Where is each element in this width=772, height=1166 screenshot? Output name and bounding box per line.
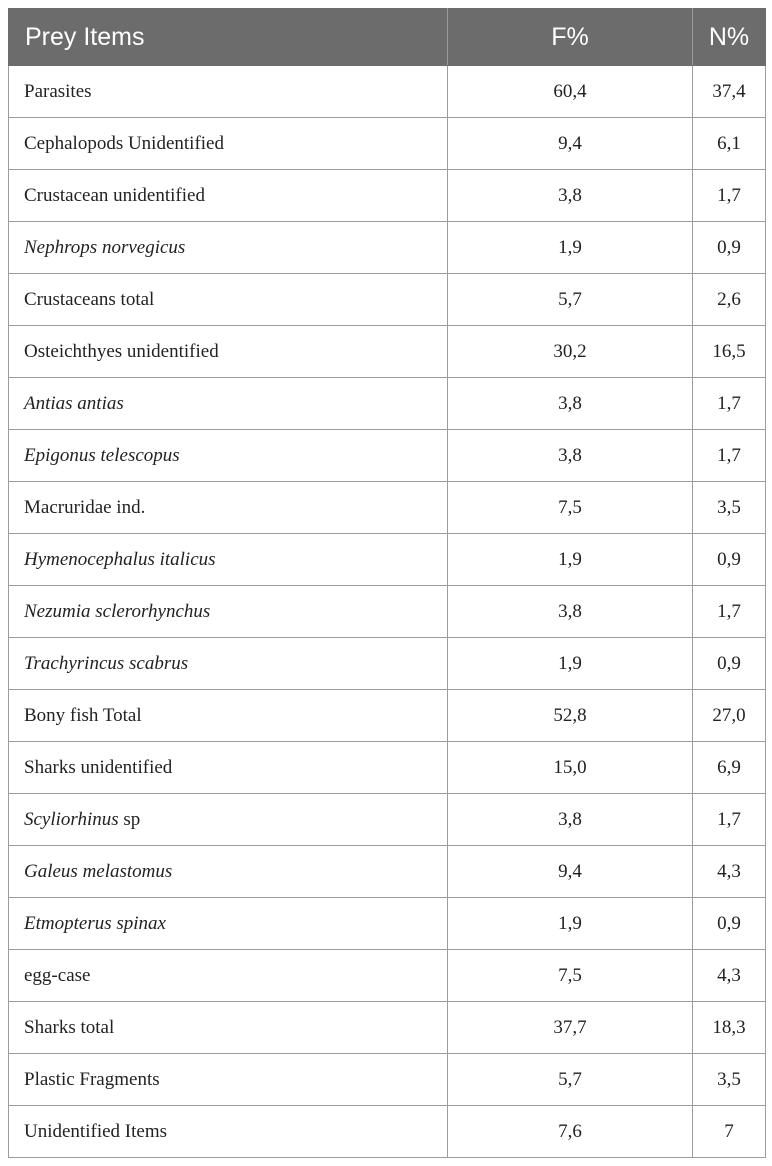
prey-item-name	[9, 430, 448, 482]
table-row	[9, 846, 766, 898]
table-row	[9, 1002, 766, 1054]
header-n-percent: N%	[693, 9, 766, 66]
prey-item-name	[9, 1002, 448, 1054]
prey-item-name-segment: Plastic Fragments	[24, 1068, 160, 1090]
table-row	[9, 794, 766, 846]
f-percent-value: 3,8	[448, 794, 693, 846]
n-percent-value: 18,3	[693, 1002, 766, 1054]
table-row	[9, 482, 766, 534]
table-row	[9, 430, 766, 482]
f-percent-value: 9,4	[448, 846, 693, 898]
prey-item-name-segment: Hymenocephalus italicus	[24, 548, 216, 570]
table-row	[9, 170, 766, 222]
prey-item-name	[9, 222, 448, 274]
f-percent-value: 5,7	[448, 274, 693, 326]
prey-item-name-segment: Crustacean unidentified	[24, 184, 205, 206]
n-percent-value: 1,7	[693, 378, 766, 430]
prey-item-name-segment: Etmopterus spinax	[24, 912, 166, 934]
n-percent-value: 3,5	[693, 1054, 766, 1106]
prey-items-table	[8, 8, 766, 1158]
table-row	[9, 66, 766, 118]
table-row	[9, 950, 766, 1002]
prey-item-name	[9, 482, 448, 534]
table-row	[9, 690, 766, 742]
prey-item-name	[9, 1054, 448, 1106]
prey-item-name-segment: Unidentified Items	[24, 1120, 167, 1142]
prey-item-name	[9, 326, 448, 378]
table-row	[9, 742, 766, 794]
n-percent-value: 1,7	[693, 586, 766, 638]
table-row	[9, 1054, 766, 1106]
table-row	[9, 638, 766, 690]
f-percent-value: 37,7	[448, 1002, 693, 1054]
prey-item-name	[9, 950, 448, 1002]
n-percent-value: 4,3	[693, 950, 766, 1002]
n-percent-value: 1,7	[693, 170, 766, 222]
f-percent-value: 7,5	[448, 950, 693, 1002]
f-percent-value: 5,7	[448, 1054, 693, 1106]
n-percent-value: 0,9	[693, 534, 766, 586]
table-body	[9, 66, 766, 1158]
f-percent-value: 1,9	[448, 534, 693, 586]
table-row	[9, 274, 766, 326]
prey-item-name-segment: Antias antias	[24, 392, 124, 414]
prey-item-name-segment: egg-case	[24, 964, 91, 986]
n-percent-value: 27,0	[693, 690, 766, 742]
f-percent-value: 1,9	[448, 638, 693, 690]
prey-item-name-segment: Osteichthyes unidentified	[24, 340, 219, 362]
prey-item-name	[9, 378, 448, 430]
n-percent-value: 1,7	[693, 794, 766, 846]
f-percent-value: 52,8	[448, 690, 693, 742]
n-percent-value: 0,9	[693, 222, 766, 274]
prey-item-name-segment: Sharks unidentified	[24, 756, 173, 778]
prey-item-name-segment: Parasites	[24, 80, 92, 102]
header-f-percent: F%	[448, 9, 693, 66]
prey-item-name	[9, 898, 448, 950]
prey-item-name	[9, 1106, 448, 1158]
table-row	[9, 534, 766, 586]
prey-item-name	[9, 638, 448, 690]
f-percent-value: 15,0	[448, 742, 693, 794]
prey-item-name	[9, 586, 448, 638]
prey-items-table-container	[8, 8, 765, 1158]
table-row	[9, 898, 766, 950]
f-percent-value: 3,8	[448, 170, 693, 222]
n-percent-value: 0,9	[693, 898, 766, 950]
prey-item-name	[9, 118, 448, 170]
n-percent-value: 7	[693, 1106, 766, 1158]
header-row	[9, 9, 766, 66]
prey-item-name-segment: Scyliorhinus	[24, 808, 119, 830]
f-percent-value: 3,8	[448, 586, 693, 638]
n-percent-value: 2,6	[693, 274, 766, 326]
prey-item-name-segment: Sharks total	[24, 1016, 115, 1038]
n-percent-value: 3,5	[693, 482, 766, 534]
f-percent-value: 3,8	[448, 430, 693, 482]
f-percent-value: 30,2	[448, 326, 693, 378]
prey-item-name-segment: Epigonus telescopus	[24, 444, 180, 466]
prey-item-name	[9, 742, 448, 794]
f-percent-value: 9,4	[448, 118, 693, 170]
f-percent-value: 60,4	[448, 66, 693, 118]
n-percent-value: 37,4	[693, 66, 766, 118]
prey-item-name	[9, 690, 448, 742]
f-percent-value: 7,6	[448, 1106, 693, 1158]
n-percent-value: 1,7	[693, 430, 766, 482]
table-row	[9, 118, 766, 170]
n-percent-value: 0,9	[693, 638, 766, 690]
prey-item-name-segment: sp	[118, 808, 141, 830]
table-header	[9, 9, 766, 66]
n-percent-value: 6,9	[693, 742, 766, 794]
header-prey-items: Prey Items	[9, 9, 448, 66]
f-percent-value: 1,9	[448, 222, 693, 274]
n-percent-value: 16,5	[693, 326, 766, 378]
prey-item-name	[9, 534, 448, 586]
prey-item-name	[9, 846, 448, 898]
prey-item-name-segment: Galeus melastomus	[24, 860, 173, 882]
f-percent-value: 3,8	[448, 378, 693, 430]
table-row	[9, 326, 766, 378]
prey-item-name-segment: Nezumia sclerorhynchus	[24, 600, 211, 622]
table-row	[9, 378, 766, 430]
prey-item-name-segment: Crustaceans total	[24, 288, 155, 310]
table-row	[9, 586, 766, 638]
prey-item-name-segment: Trachyrincus scabrus	[24, 652, 189, 674]
f-percent-value: 1,9	[448, 898, 693, 950]
prey-item-name-segment: Nephrops norvegicus	[24, 236, 186, 258]
prey-item-name-segment: Cephalopods Unidentified	[24, 132, 224, 154]
prey-item-name	[9, 66, 448, 118]
prey-item-name	[9, 170, 448, 222]
prey-item-name	[9, 274, 448, 326]
prey-item-name	[9, 794, 448, 846]
table-row	[9, 222, 766, 274]
prey-item-name-segment: Macruridae ind.	[24, 496, 146, 518]
prey-item-name-segment: Bony fish Total	[24, 704, 142, 726]
n-percent-value: 4,3	[693, 846, 766, 898]
table-row	[9, 1106, 766, 1158]
f-percent-value: 7,5	[448, 482, 693, 534]
n-percent-value: 6,1	[693, 118, 766, 170]
